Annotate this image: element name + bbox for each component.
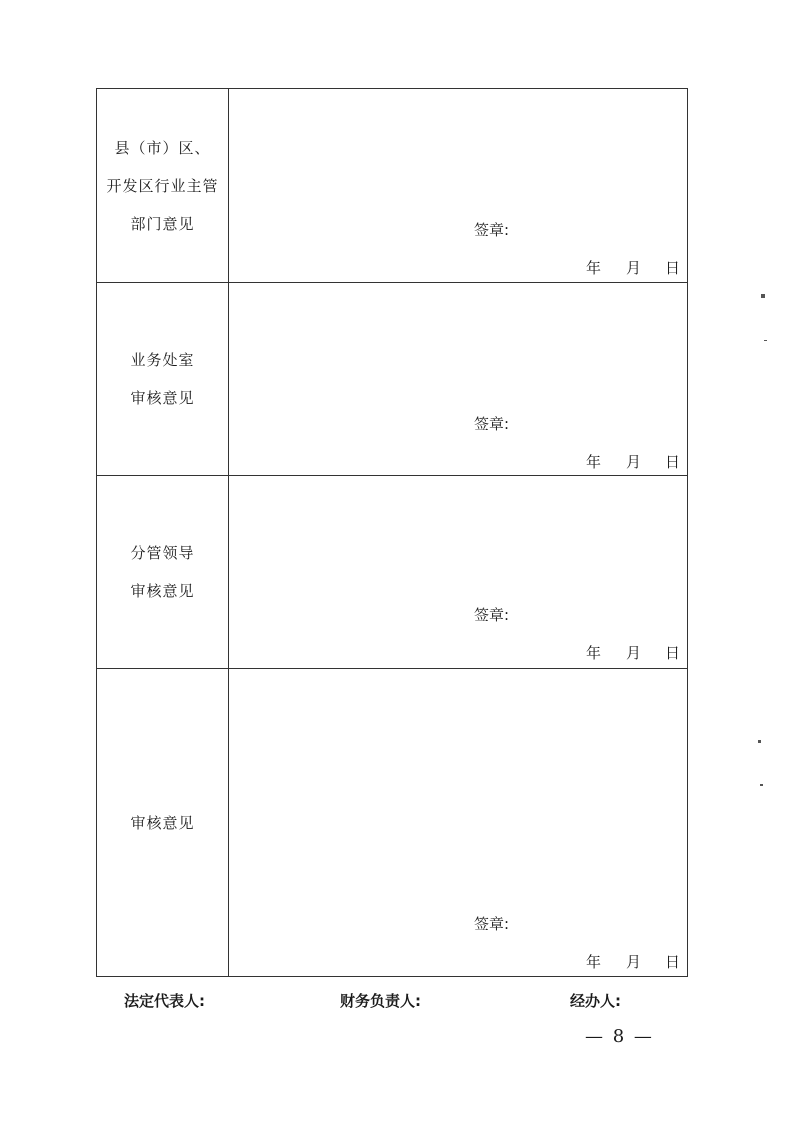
scan-speck	[760, 784, 763, 786]
scan-speck	[758, 740, 761, 743]
approval-form-table	[96, 88, 688, 977]
signature-label: 签章:	[474, 221, 510, 239]
row-label-cell	[97, 476, 229, 669]
row-label-cell	[97, 669, 229, 977]
handler-label: 经办人:	[570, 992, 621, 1010]
page-number: — 8 —	[585, 1026, 654, 1047]
form-row-county-opinion	[97, 89, 688, 283]
label-line: 开发区行业主管	[106, 176, 219, 195]
date-year-label: 年	[586, 953, 602, 971]
label-line: 审核意见	[130, 389, 195, 407]
legal-representative-label: 法定代表人:	[124, 992, 205, 1010]
signature-label: 签章:	[474, 415, 510, 433]
form-row-review-opinion	[97, 669, 688, 977]
label-line: 审核意见	[130, 582, 195, 600]
label-line: 部门意见	[130, 214, 195, 233]
row-label	[106, 129, 218, 243]
date-year-label: 年	[586, 453, 602, 471]
form-row-business-office-opinion	[97, 283, 688, 476]
scan-speck	[764, 340, 767, 341]
opinion-content-cell[interactable]	[229, 283, 688, 476]
form-row-leader-opinion	[97, 476, 688, 669]
signature-label: 签章:	[474, 915, 510, 933]
date-month-label: 月	[626, 453, 642, 471]
row-label	[130, 534, 194, 610]
date-day-label: 日	[665, 644, 681, 662]
opinion-content-cell[interactable]	[229, 476, 688, 669]
label-line: 审核意见	[130, 813, 195, 832]
date-year-label: 年	[586, 644, 602, 662]
row-label	[130, 341, 194, 417]
opinion-content-cell[interactable]	[229, 89, 688, 283]
signature-label: 签章:	[474, 606, 510, 624]
date-day-label: 日	[665, 953, 681, 971]
opinion-content-cell[interactable]	[229, 669, 688, 977]
date-year-label: 年	[586, 259, 602, 277]
row-label	[130, 804, 194, 842]
date-month-label: 月	[626, 644, 642, 662]
date-day-label: 日	[665, 453, 681, 471]
row-label-cell	[97, 89, 229, 283]
date-day-label: 日	[665, 259, 681, 277]
row-label-cell	[97, 283, 229, 476]
label-line: 分管领导	[130, 544, 195, 562]
date-month-label: 月	[626, 953, 642, 971]
label-line: 县（市）区、	[114, 138, 211, 157]
label-line: 业务处室	[130, 351, 195, 369]
date-month-label: 月	[626, 259, 642, 277]
scan-speck	[761, 294, 765, 298]
finance-head-label: 财务负责人:	[340, 992, 421, 1010]
